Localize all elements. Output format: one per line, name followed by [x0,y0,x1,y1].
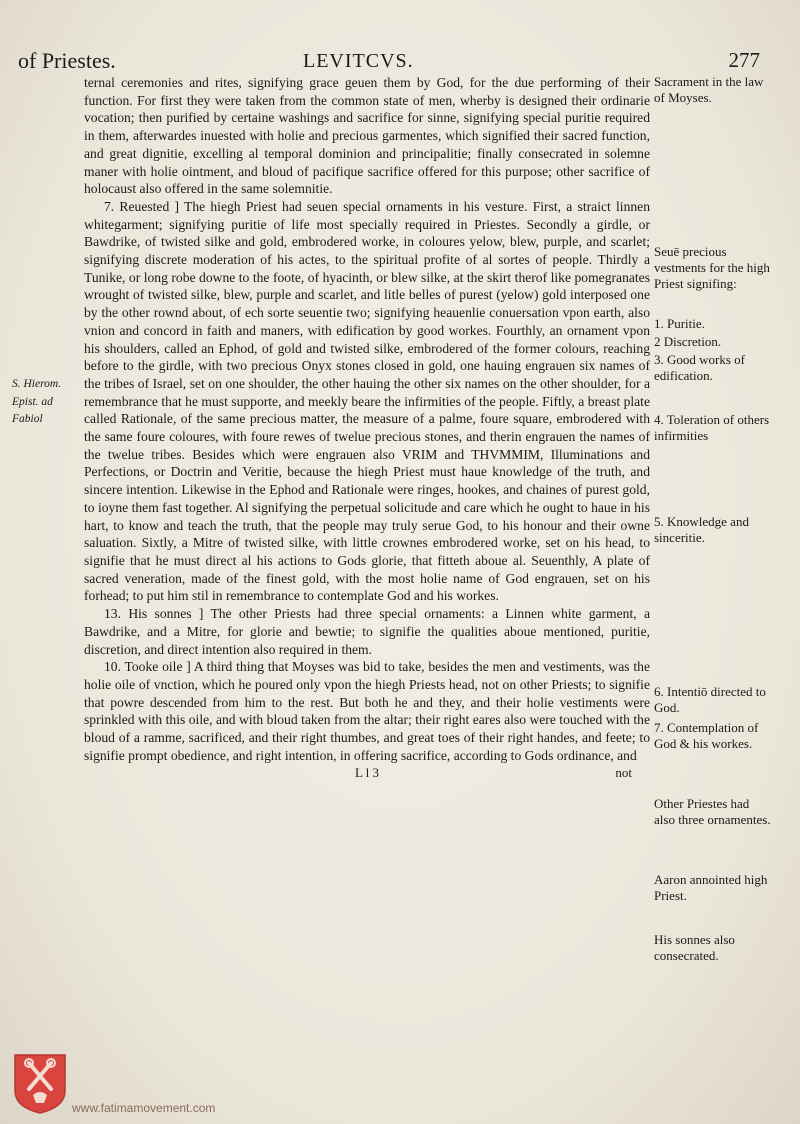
margin-note-contemplation: 7. Contemplation of God & his workes. [654,720,759,751]
margin-note-intention: 6. Intentiō directed to God. [654,684,766,715]
signature-line [84,764,650,782]
main-text [84,74,650,782]
margin-note-knowledge: 5. Knowledge and sinceritie. [654,514,749,545]
paragraph-verse-7: 7. Reuested ] The hiegh Priest had seuen special ornaments in his vesture. First, a straict linnen whitegarment; signifying puritie of life most specially required in Priestes. Secondly a girdle, or Bawdrike, of twisted silke and gold, embrodered worke, in coloures yelow, blew, purple, and scarlet; signifying discrete moderation of his actes, to the spiritual profite of al sortes of people. Thirdly a Tunike, or long robe downe to the foote, of hyacinth, or blew silke, at the skirt therof like pomegranates wrought of twisted silke, blew, purple and scarlet, and litle belles of purest (yelow) gold interposed one by the other rownd about, of ech sorte seuentie two; signifying heauenlie conuersation vpon earth, also vnion and concord in faith and maners, with edification by good workes. Fourthly, an ornament vpon his shoulders, called an Ephod, of gold and twisted silke, embrodered of the former colours, reaching before to the girdle, with two precious Onyx stones closed in gold, one hauing engrauen six names of the tribes of Israel, set on one shoulder, the other hauing the other six names on the other shoulder, for a remembrance that he must supporte, and meekly beare the infirmities of the people. Fiftly, a breast plate called Rationale, of the same precious matter, the measure of a palme, foure square, embrodered with the same foure coloures, with foure rewes of twelue precious stones, and therin engrauen the names of the twelue tribes. Besides which were engrauen also VRIM and THVMMIM, Illuminations and Perfections, or Doctrin and Veritie, because the hiegh Priest must haue knowledge of the truth, and sincere intention. Likewise in the Ephod and Rationale were ringes, hookes, and chaines of purest gold, to ioyne them fast together. Al signifying the perpetual solicitude and care which he ought to haue in his hart, to know and teach the truth, that the people may truly serue God, to his honour and their owne saluation. Sixtly, a Mitre of twisted silke, with little crownes embrodered worke, set on his head, to signifie that he must direct al his actions to Gods glorie, that fitteth aboue al. Seuenthly, A plate of sacred veneration, made of the finest gold, with the most holie name of God engrauen, set on his forhead; to put him stil in remembrance to contemplate God and his workes. [84,198,650,604]
margin-note-discretion: 2 Discretion. [654,334,722,349]
paragraph-verse-10: 10. Tooke oile ] A third thing that Moyses was bid to take, besides the men and vestiments, was the holie oile of vnction, which he poured only vpon the hiegh Priests head, not on other Priests; to signifie that powre descended from him to the rest. But both he and they, and their holie vestiments were sprinkled with this oile, and with bloud taken from the altar; their right eares also were touched with the bloud of a ramme, sacrificed, and their right thumbes, and great toes of their right handes, and feete; to signifie prompt obedience, and right intention, in offering sacrifice, according to Gods ordinance, and [84,659,650,763]
margin-note-hierom: S. Hierom. Epist. ad Fabiol [12,378,62,426]
margin-note-aaron: Aaron annointed high Priest. [654,872,768,903]
margin-note-sonnes: His sonnes also consecrated. [654,932,735,963]
margin-note-sacrament: Sacrament in the law of Moyses. [654,74,764,105]
signature-mark: L l 3 [354,765,380,781]
paragraph-intro: ternal ceremonies and rites, signifying grace geuen them by God, for the due performing of their function. For first they were taken from the common state of men, wherby is designed their ordinarie vocation; then purified by certaine washings and sacrifice for sinne, signifying special puritie required in them, afterwardes inuested with holie and precious garmentes, which signified their sacred function, and great dignitie, excelling al temporal dominion and principalitie; finally consecrated in solemne maner with holie ointment, and bloud of pacifique sacrifice offered for this purpose; other sacrifice of holocaust also offered in the same solemnitie. [84,75,650,197]
paragraph-verse-13: 13. His sonnes ] The other Priests had three special ornaments: a Linnen white garment, a Bawdrike, and a Mitre, for glorie and bewtie; to signifie the qualities aboue mentioned, puritie, discretion, and direct intention also required in them. [84,606,650,657]
margin-note-puritie: 1. Puritie. [654,316,705,331]
margin-note-toleration: 4. Toleration of others infirmities [654,412,770,443]
running-head-book-title: LEVITCVS. [303,50,414,72]
papal-seal-icon [13,1053,67,1115]
footer-url[interactable]: www.fatimamovement.com [72,1101,216,1115]
margin-note-seven-vestments: Seuē precious vestments for the high Priest signifing: [654,244,770,291]
margin-note-other-priests: Other Priestes had also three ornamentes. [654,796,771,827]
running-head-left: of Priestes. [18,48,116,73]
page-number: 277 [728,48,760,72]
margin-note-good-works: 3. Good works of edification. [654,352,745,383]
catchword: not [615,765,632,781]
